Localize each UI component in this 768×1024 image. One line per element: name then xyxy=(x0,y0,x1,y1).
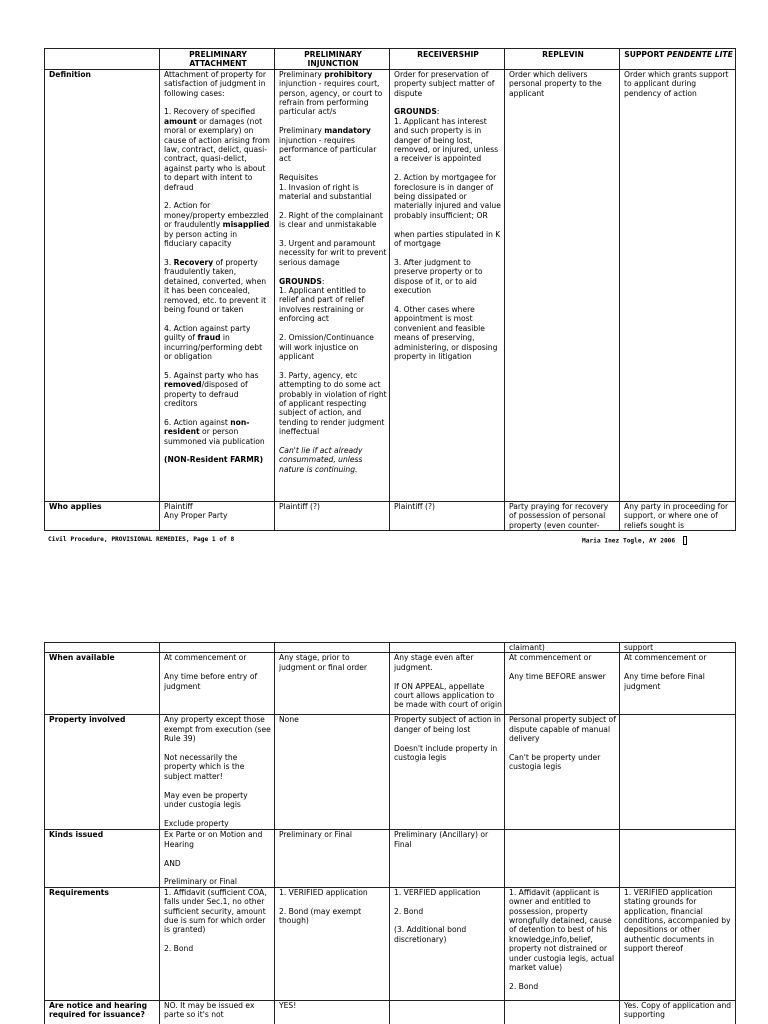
cell-paragraph: Personal property subject of dispute capable of manual delivery xyxy=(509,715,616,744)
cell-paragraph: Preliminary prohibitory injunction - requires court, person, agency, or court to refrain from performing particular act/s xyxy=(279,69,383,117)
header-support-pendente-lite xyxy=(620,49,736,70)
row-label: Requirements xyxy=(45,887,160,1000)
row-label: Kinds issued xyxy=(45,830,160,887)
cell-paragraph: 3. After judgment to preserve property or to dispose of it, or to aid execution xyxy=(394,257,483,296)
cell-paragraph: (3. Additional bond discretionary) xyxy=(394,925,467,944)
cell-paragraph: Exclude property xyxy=(164,818,229,828)
cell-injunction-who-applies: Plaintiff (?) xyxy=(275,501,390,530)
cell-paragraph: 1. VERIFIED application stating grounds for application, financial conditions, accompanied by depositions or other authentic documents in support thereof xyxy=(624,887,731,954)
table-cell xyxy=(390,830,505,887)
table-row xyxy=(45,830,736,887)
cell-paragraph: Doesn't include property in custogia legis xyxy=(394,743,498,763)
cell-paragraph: At commencement or xyxy=(624,653,707,663)
cell-paragraph: AND xyxy=(164,858,181,868)
cell-paragraph: Order which delivers personal property to the applicant xyxy=(509,69,602,98)
header-preliminary-attachment: PRELIMINARY ATTACHMENT xyxy=(160,49,275,70)
cell-paragraph: May even be property under custogia legis xyxy=(164,790,248,810)
cell-receivership-definition xyxy=(390,69,505,501)
cell-paragraph: Can't lie if act already consummated, unless nature is continuing. xyxy=(279,445,363,474)
cell-paragraph: Preliminary or Final xyxy=(279,830,352,840)
row-label-definition: Definition xyxy=(45,69,160,501)
provisional-remedies-table-page-2 xyxy=(44,642,736,1024)
table-header-row xyxy=(45,49,736,70)
cell-paragraph: Any time before Final judgment xyxy=(624,672,705,691)
cell-paragraph: Any property except those exempt from execution (see Rule 39) xyxy=(164,715,271,744)
cell-paragraph: 2. Action for money/property embezzled or fraudulently misapplied by person acting in fiduciary capacity xyxy=(164,201,270,249)
carryover-cell: claimant) xyxy=(505,643,620,653)
cell-paragraph: 1. Affidavit (sufficient COA, falls under Sec.1, no other sufficient security, amount due is sum for which order is granted) xyxy=(164,887,267,935)
cell-paragraph: 2. Bond (may exempt though) xyxy=(279,906,362,926)
table-cell xyxy=(275,830,390,887)
cell-paragraph: 2. Action by mortgagee for foreclosure is in danger of being dissipated or materially injured and value probably insufficient; OR xyxy=(394,173,501,220)
provisional-remedies-table-page-1 xyxy=(44,48,736,531)
table-cell xyxy=(505,830,620,887)
cell-paragraph: 2. Right of the complainant is clear and unmistakable xyxy=(279,210,383,230)
table-cell xyxy=(275,887,390,1000)
cell-receivership-who-applies: Plaintiff (?) xyxy=(390,501,505,530)
cell-paragraph: Attachment of property for satisfaction of judgment in following cases: xyxy=(164,69,267,98)
cell-paragraph: Ex Parte or on Motion and Hearing xyxy=(164,830,263,849)
cell-paragraph: 1. VERIFIED application xyxy=(279,887,368,897)
table-body-page-2 xyxy=(45,643,736,1024)
carryover-cell: support xyxy=(620,643,736,653)
cell-injunction-definition xyxy=(275,69,390,501)
footer-marker-icon xyxy=(683,536,687,545)
cell-paragraph: 6. Action against non-resident or person summoned via publication xyxy=(164,417,265,446)
carryover-cell xyxy=(160,643,275,653)
table-row xyxy=(45,715,736,830)
cell-paragraph: 2. Bond xyxy=(509,981,539,991)
cell-replevin-definition xyxy=(505,69,620,501)
table-cell xyxy=(505,653,620,715)
cell-paragraph: 2. Bond xyxy=(164,944,194,954)
cell-replevin-who-applies: Party praying for recovery of possession of personal property (even counter- xyxy=(505,501,620,530)
cell-paragraph: If ON APPEAL, appellate court allows application to be made with court of origin xyxy=(394,681,502,710)
table-cell xyxy=(275,1000,390,1024)
cell-paragraph: Any time before entry of judgment xyxy=(164,672,258,691)
page-footer-title: Civil Procedure, PROVISIONAL REMEDIES, Page 1 of 8 xyxy=(48,536,235,543)
table-row xyxy=(45,887,736,1000)
header-receivership: RECEIVERSHIP xyxy=(390,49,505,70)
table-cell xyxy=(275,715,390,830)
cell-attachment-who-applies: Plaintiff Any Proper Party xyxy=(160,501,275,530)
table-cell xyxy=(160,653,275,715)
carryover-cell xyxy=(390,643,505,653)
cell-paragraph: Preliminary mandatory injunction - requires performance of particular act xyxy=(279,126,377,164)
page-gap xyxy=(0,560,768,600)
table-cell xyxy=(160,887,275,1000)
table-row-definition xyxy=(45,69,736,501)
table-row-who-applies xyxy=(45,501,736,530)
page-footer-author xyxy=(582,536,687,545)
row-label: Property involved xyxy=(45,715,160,830)
table-cell xyxy=(390,1000,505,1024)
table-row xyxy=(45,653,736,715)
cell-paragraph: Preliminary or Final xyxy=(164,877,237,887)
cell-paragraph: 1. Affidavit (applicant is owner and entitled to possession, property wrongfully detained, cause of detention to best of his knowledge,info,belief, property not distrained or under custogia legis, actual market value) xyxy=(509,887,615,973)
cell-paragraph: GROUNDS: 1. Applicant has interest and such property is in danger of being lost, removed, or injured, unless a receiver is appointed xyxy=(394,107,499,164)
cell-paragraph: 3. Urgent and paramount necessity for writ to prevent serious damage xyxy=(279,239,387,267)
table-cell xyxy=(505,887,620,1000)
page-footer-author-text: Maria Inez Togle, AY 2006 xyxy=(582,537,676,545)
cell-paragraph: At commencement or xyxy=(509,653,592,663)
table-cell xyxy=(390,715,505,830)
cell-paragraph: (NON-Resident FARMR) xyxy=(164,455,264,465)
table-cell xyxy=(620,653,736,715)
cell-paragraph: At commencement or xyxy=(164,653,247,663)
cell-paragraph: 4. Other cases where appointment is most convenient and feasible means of preserving, administering, or disposing property in litigation xyxy=(394,304,498,361)
row-label: When available xyxy=(45,653,160,715)
cell-paragraph: 2. Bond xyxy=(394,906,424,916)
cell-paragraph: 4. Action against party guilty of fraud in incurring/performing debt or obligation xyxy=(164,323,263,361)
table-cell xyxy=(160,830,275,887)
table-cell xyxy=(620,1000,736,1024)
table-cell xyxy=(505,1000,620,1024)
header-cell-empty xyxy=(45,49,160,70)
cell-paragraph: Any stage, prior to judgment or final order xyxy=(279,653,368,672)
cell-support-definition xyxy=(620,69,736,501)
table-row-carryover xyxy=(45,643,736,653)
document-page-2 xyxy=(0,600,768,1024)
cell-paragraph: 1. Recovery of specified amount or damages (not moral or exemplary) on cause of action arising from law, contract, delict, quasi-contract, quasi-delict, against party who is about to depart with intent to defraud xyxy=(164,107,270,192)
table-row xyxy=(45,1000,736,1024)
cell-paragraph: Can't be property under custogia legis xyxy=(509,753,601,772)
row-label: Are notice and hearing required for issuance? xyxy=(45,1000,160,1024)
cell-paragraph: Any stage even after judgment. xyxy=(394,653,474,672)
cell-paragraph: Not necessarily the property which is the subject matter! xyxy=(164,753,245,781)
table-cell xyxy=(275,653,390,715)
table-cell xyxy=(620,830,736,887)
table-cell xyxy=(390,887,505,1000)
cell-paragraph: Preliminary (Ancillary) or Final xyxy=(394,830,489,849)
cell-paragraph: Order which grants support to applicant during pendency of action xyxy=(624,69,729,98)
cell-paragraph: 5. Against party who has removed/disposed of property to defraud creditors xyxy=(164,370,259,408)
table-cell xyxy=(160,1000,275,1024)
cell-paragraph: Yes. Copy of application and supporting xyxy=(624,1000,732,1020)
cell-paragraph: 2. Omission/Continuance will work injustice on applicant xyxy=(279,333,374,361)
cell-attachment-definition xyxy=(160,69,275,501)
cell-paragraph: None xyxy=(279,715,299,725)
cell-paragraph: Property subject of action in danger of being lost xyxy=(394,715,501,734)
cell-paragraph: 3. Party, agency, etc attempting to do some act probably in violation of right of applicant respecting subject of action, and tending to render judgment ineffectual xyxy=(279,370,387,437)
header-support-text: SUPPORT PENDENTE LITE xyxy=(624,50,733,59)
cell-paragraph: Requisites 1. Invasion of right is material and substantial xyxy=(279,173,372,202)
table-cell xyxy=(620,887,736,1000)
cell-paragraph: GROUNDS: 1. Applicant entitled to relief and part of relief involves restraining or enforcing act xyxy=(279,276,366,324)
carryover-cell xyxy=(45,643,160,653)
cell-paragraph: YES! xyxy=(279,1000,297,1010)
cell-paragraph: when parties stipulated in K of mortgage xyxy=(394,229,501,249)
table-cell xyxy=(505,715,620,830)
table-cell xyxy=(390,653,505,715)
cell-support-who-applies: Any party in proceeding for support, or where one of reliefs sought is xyxy=(620,501,736,530)
cell-paragraph: Order for preservation of property subject matter of dispute xyxy=(394,69,495,98)
cell-paragraph: Any time BEFORE answer xyxy=(509,672,606,682)
header-replevin: REPLEVIN xyxy=(505,49,620,70)
table-cell xyxy=(620,715,736,830)
cell-paragraph: 1. VERFIED application xyxy=(394,887,481,897)
cell-paragraph: 3. Recovery of property fraudulently taken, detained, converted, when it has been concealed, removed, etc. to prevent it being found or taken xyxy=(164,257,267,314)
table-cell xyxy=(160,715,275,830)
row-label-who-applies: Who applies xyxy=(45,501,160,530)
carryover-cell xyxy=(275,643,390,653)
cell-paragraph: NO. It may be issued ex parte so it's not xyxy=(164,1000,255,1020)
header-preliminary-injunction: PRELIMINARY INJUNCTION xyxy=(275,49,390,70)
